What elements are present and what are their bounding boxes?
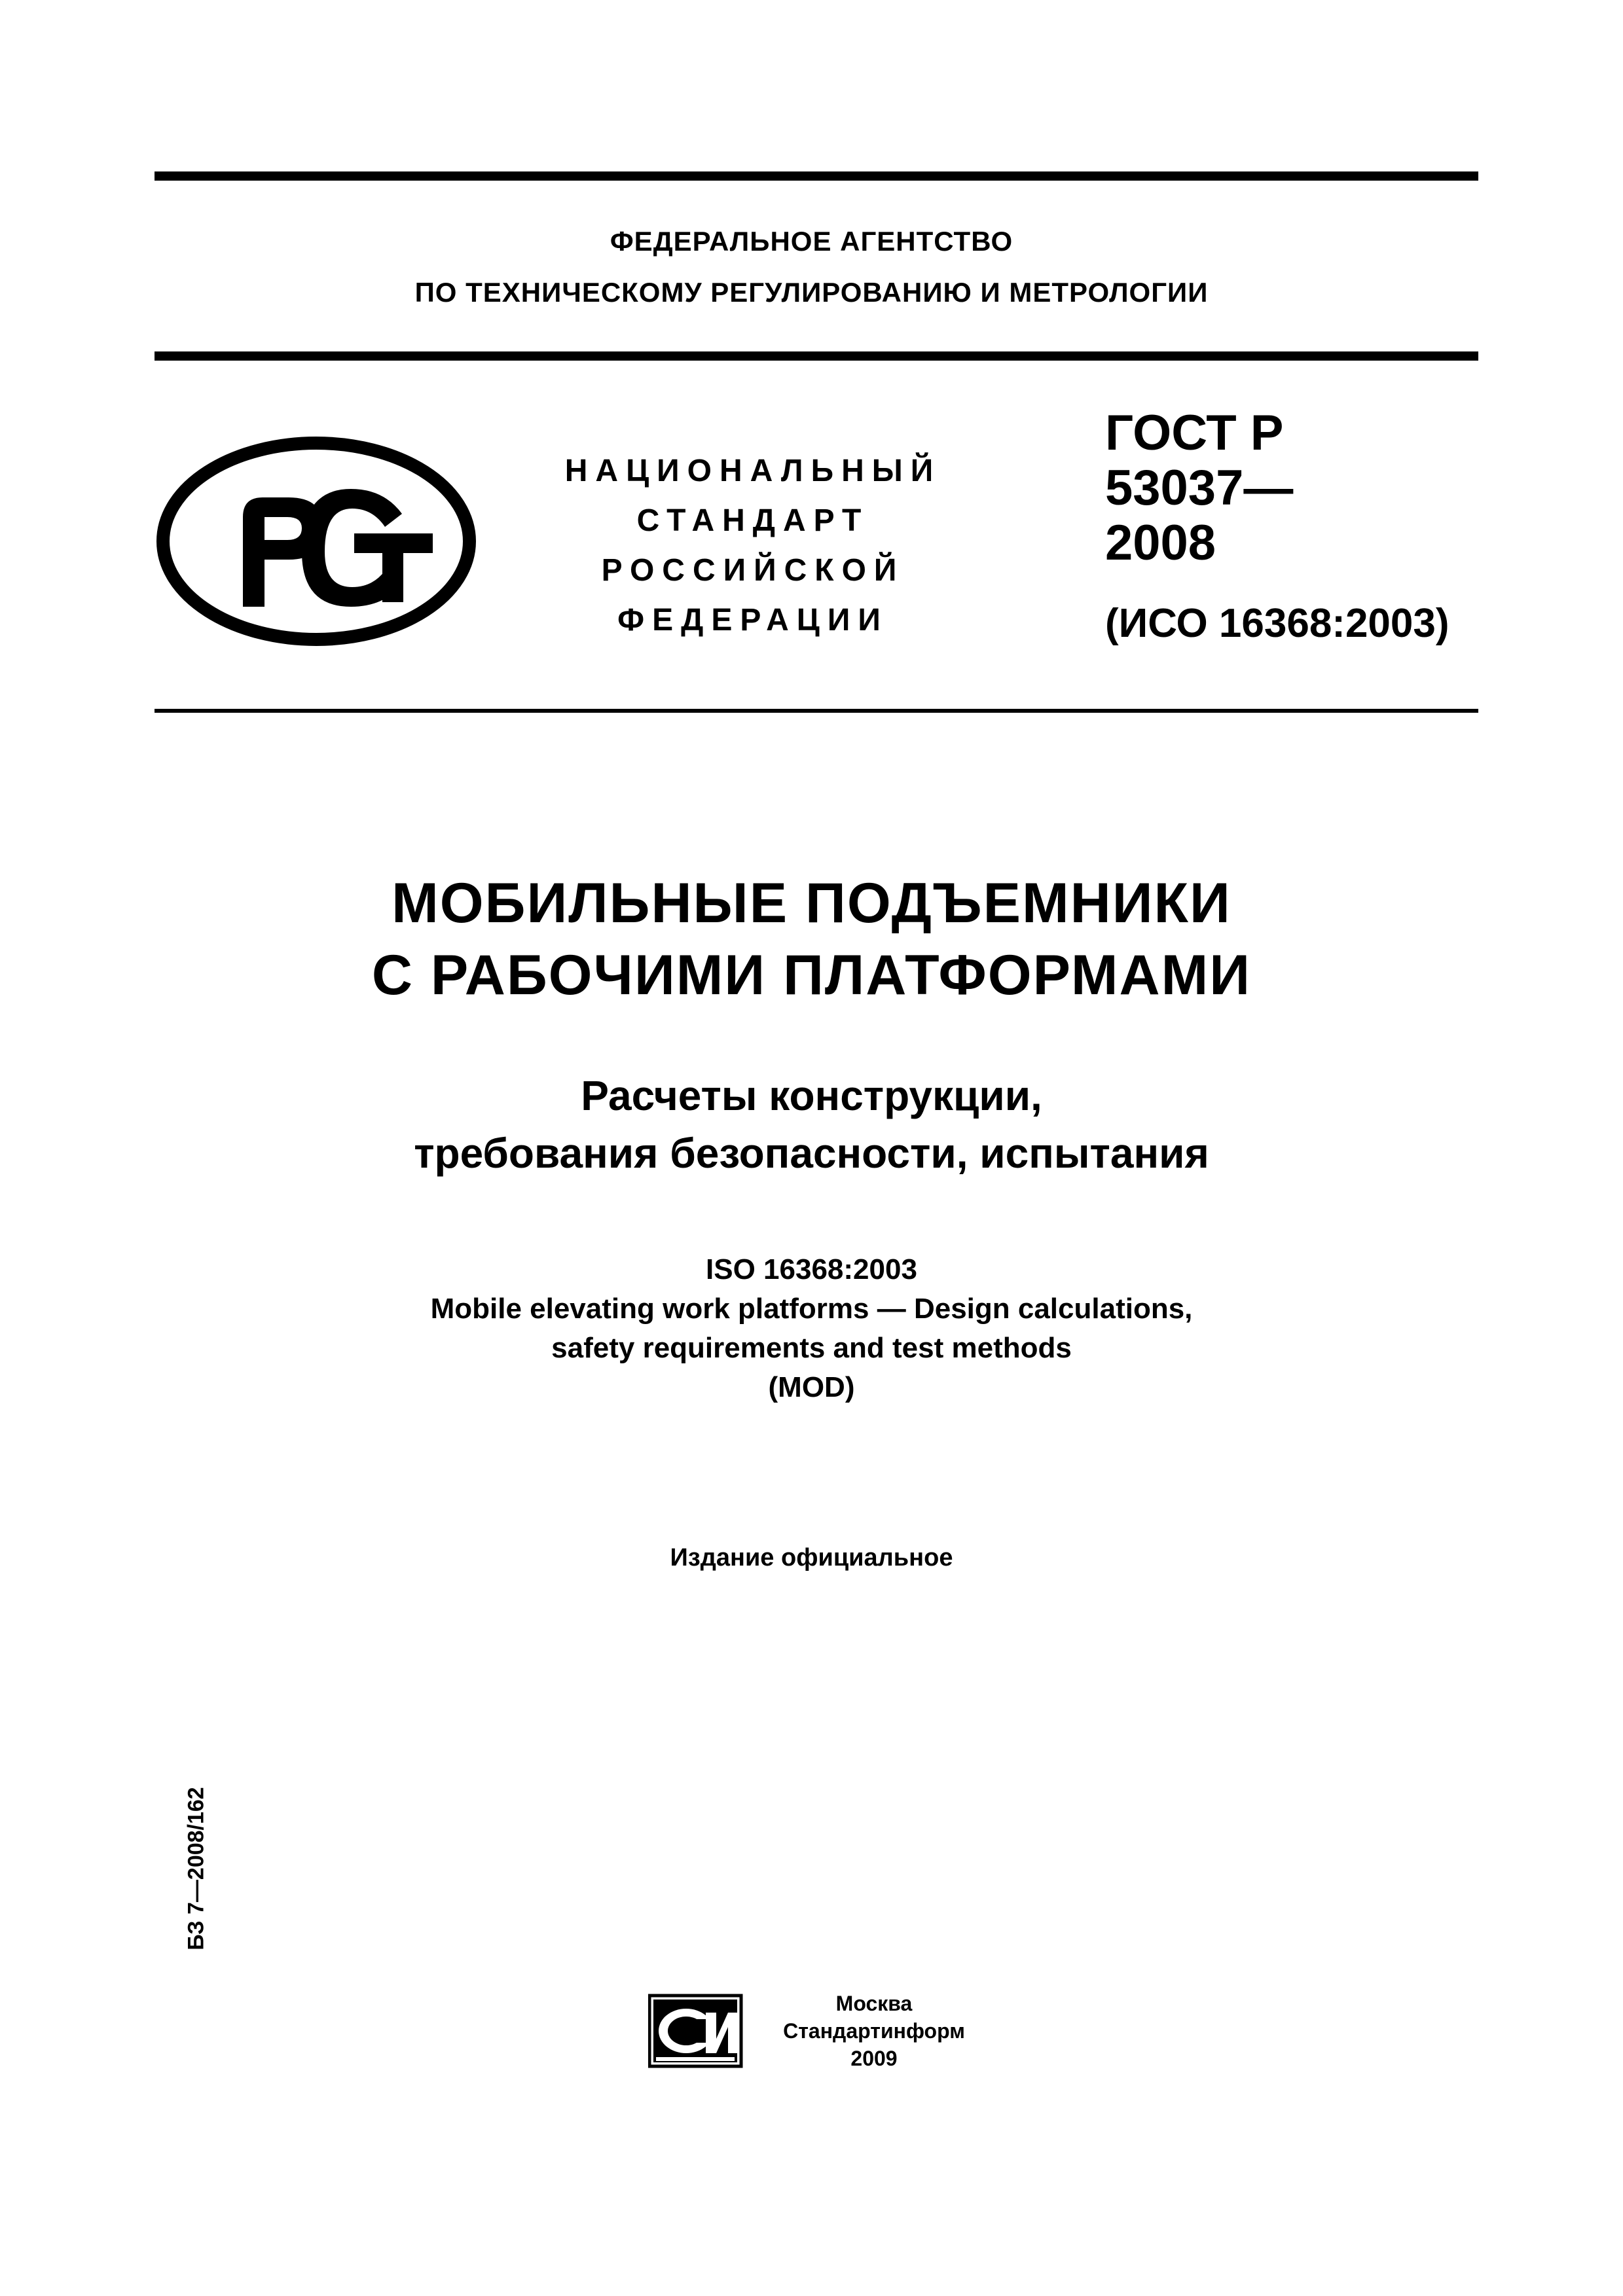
agency-line-2: ПО ТЕХНИЧЕСКОМУ РЕГУЛИРОВАНИЮ И МЕТРОЛОГИИ (414, 277, 1209, 308)
iso-reference-block (0, 1250, 1623, 1407)
document-title (0, 867, 1623, 1011)
gost-iso-reference: (ИСО 16368:2003) (1105, 601, 1450, 646)
edition-label: Издание официальное (670, 1544, 953, 1571)
national-standard-label (524, 446, 982, 645)
title-line-2: С РАБОЧИМИ ПЛАТФОРМАМИ (371, 944, 1252, 1007)
iso-line-3: safety requirements and test methods (551, 1332, 1072, 1364)
agency-header (0, 216, 1623, 318)
iso-line-2: Mobile elevating work platforms — Design calculations, (430, 1293, 1193, 1325)
standartinform-logo-icon (648, 1993, 746, 2072)
subtitle-line-2: требования безопасности, испытания (414, 1130, 1209, 1177)
national-line-3: РОССИЙСКОЙ (601, 553, 905, 588)
publisher-imprint (769, 1990, 979, 2072)
national-line-1: НАЦИОНАЛЬНЫЙ (564, 454, 941, 488)
top-rule (155, 171, 1478, 181)
standard-bottom-rule (155, 709, 1478, 713)
gost-line-2: 53037— (1105, 460, 1294, 516)
national-line-4: ФЕДЕРАЦИИ (617, 603, 888, 637)
agency-line-1: ФЕДЕРАЛЬНОЕ АГЕНТСТВО (610, 226, 1013, 257)
title-line-1: МОБИЛЬНЫЕ ПОДЪЕМНИКИ (392, 872, 1231, 935)
publisher-name: Стандартинформ (783, 2019, 965, 2043)
side-catalog-code: БЗ 7—2008/162 (183, 1787, 209, 1950)
gost-line-3: 2008 (1105, 515, 1216, 571)
subtitle-line-1: Расчеты конструкции, (581, 1072, 1042, 1119)
document-subtitle (0, 1067, 1623, 1182)
header-bottom-rule (155, 351, 1478, 361)
gost-line-1: ГОСТ Р (1105, 405, 1284, 461)
national-line-2: СТАНДАРТ (636, 503, 869, 538)
rst-logo-icon (155, 435, 479, 648)
publisher-city: Москва (835, 1992, 913, 2015)
iso-line-4: (MOD) (768, 1371, 855, 1403)
iso-line-1: ISO 16368:2003 (706, 1253, 917, 1285)
gost-number (1105, 406, 1293, 571)
publication-year: 2009 (850, 2047, 898, 2070)
